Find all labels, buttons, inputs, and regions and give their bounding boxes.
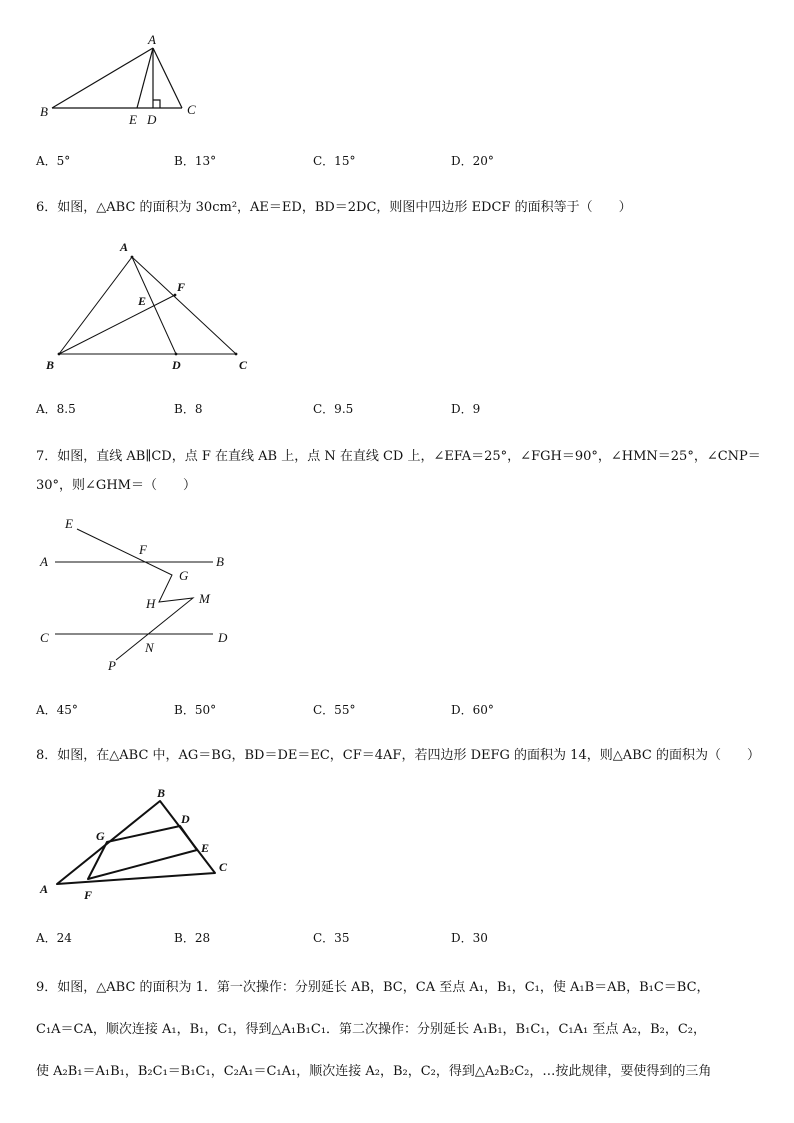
q7-label-f: F xyxy=(139,542,147,557)
q6-stem: 6．如图，△ABC 的面积为 30cm²，AE＝ED，BD＝2DC，则图中四边形 EDCF 的面积等于（ ） xyxy=(36,200,632,215)
q6-option-a[interactable]: A．8.5 xyxy=(36,402,76,416)
q8-stem: 8．如图，在△ABC 中，AG＝BG，BD＝DE＝EC，CF＝4AF，若四边形 DEFG 的面积为 14，则△ABC 的面积为（ ） xyxy=(36,748,760,763)
q7-label-m: M xyxy=(199,591,210,606)
q7-stem-line1: 7．如图，直线 AB∥CD，点 F 在直线 AB 上，点 N 在直线 CD 上，∠EFA＝25°，∠FGH＝90°，∠HMN＝25°，∠CNP＝ xyxy=(36,449,761,464)
q6-option-c[interactable]: C．9.5 xyxy=(313,402,354,416)
q5-option-d[interactable]: D．20° xyxy=(451,154,494,168)
q6-label-f: F xyxy=(177,280,186,294)
q7-label-d: D xyxy=(218,630,228,645)
q6-label-b: B xyxy=(46,358,55,372)
q9-line1: 9．如图，△ABC 的面积为 1．第一次操作：分别延长 AB，BC，CA 至点 A₁，B₁，C₁，使 A₁B＝AB，B₁C＝BC， xyxy=(36,980,710,995)
q8-label-b: B xyxy=(157,786,166,800)
q5-label-c: C xyxy=(187,102,196,117)
q5-option-b[interactable]: B．13° xyxy=(174,154,217,168)
q8-label-a: A xyxy=(40,882,49,896)
q7-option-c[interactable]: C．55° xyxy=(313,703,356,717)
q8-option-d[interactable]: D．30 xyxy=(451,931,488,945)
q8-label-e: E xyxy=(201,841,210,855)
q6-label-d: D xyxy=(172,358,181,372)
q7-label-e: E xyxy=(65,516,73,531)
q7-label-a: A xyxy=(40,554,48,569)
q7-option-d[interactable]: D．60° xyxy=(451,703,494,717)
q5-label-b: B xyxy=(40,104,48,119)
q8-option-a[interactable]: A．24 xyxy=(36,931,72,945)
q8-label-c: C xyxy=(219,860,228,874)
q7-label-c: C xyxy=(40,630,49,645)
q6-label-e: E xyxy=(138,294,147,308)
q7-label-h: H xyxy=(146,596,156,611)
q7-option-a[interactable]: A．45° xyxy=(36,703,78,717)
q6-label-a: A xyxy=(120,240,129,254)
q7-label-b: B xyxy=(216,554,224,569)
q5-label-a: A xyxy=(148,32,156,47)
q7-option-b[interactable]: B．50° xyxy=(174,703,217,717)
q8-label-f: F xyxy=(84,888,93,902)
q6-option-d[interactable]: D．9 xyxy=(451,402,481,416)
q7-label-p: P xyxy=(108,658,116,673)
q9-line3: 使 A₂B₁＝A₁B₁，B₂C₁＝B₁C₁，C₂A₁＝C₁A₁，顺次连接 A₂，B₂，C₂，得到△A₂B₂C₂，…按此规律，要使得到的三角 xyxy=(36,1064,712,1079)
q5-label-e: E xyxy=(129,112,137,127)
q8-label-g: G xyxy=(96,829,105,843)
q6-label-c: C xyxy=(239,358,248,372)
q7-label-g: G xyxy=(179,568,189,583)
q8-option-c[interactable]: C．35 xyxy=(313,931,350,945)
q6-option-b[interactable]: B．8 xyxy=(174,402,203,416)
q8-label-d: D xyxy=(181,812,190,826)
q5-label-d: D xyxy=(147,112,157,127)
q7-stem-line2: 30°，则∠GHM＝（ ） xyxy=(36,478,196,493)
q5-option-a[interactable]: A．5° xyxy=(36,154,71,168)
q8-option-b[interactable]: B．28 xyxy=(174,931,211,945)
q7-label-n: N xyxy=(145,640,154,655)
q9-line2: C₁A＝CA，顺次连接 A₁，B₁，C₁，得到△A₁B₁C₁．第二次操作：分别延长 A₁B₁，B₁C₁，C₁A₁ 至点 A₂，B₂，C₂， xyxy=(36,1022,707,1037)
q5-option-c[interactable]: C．15° xyxy=(313,154,356,168)
